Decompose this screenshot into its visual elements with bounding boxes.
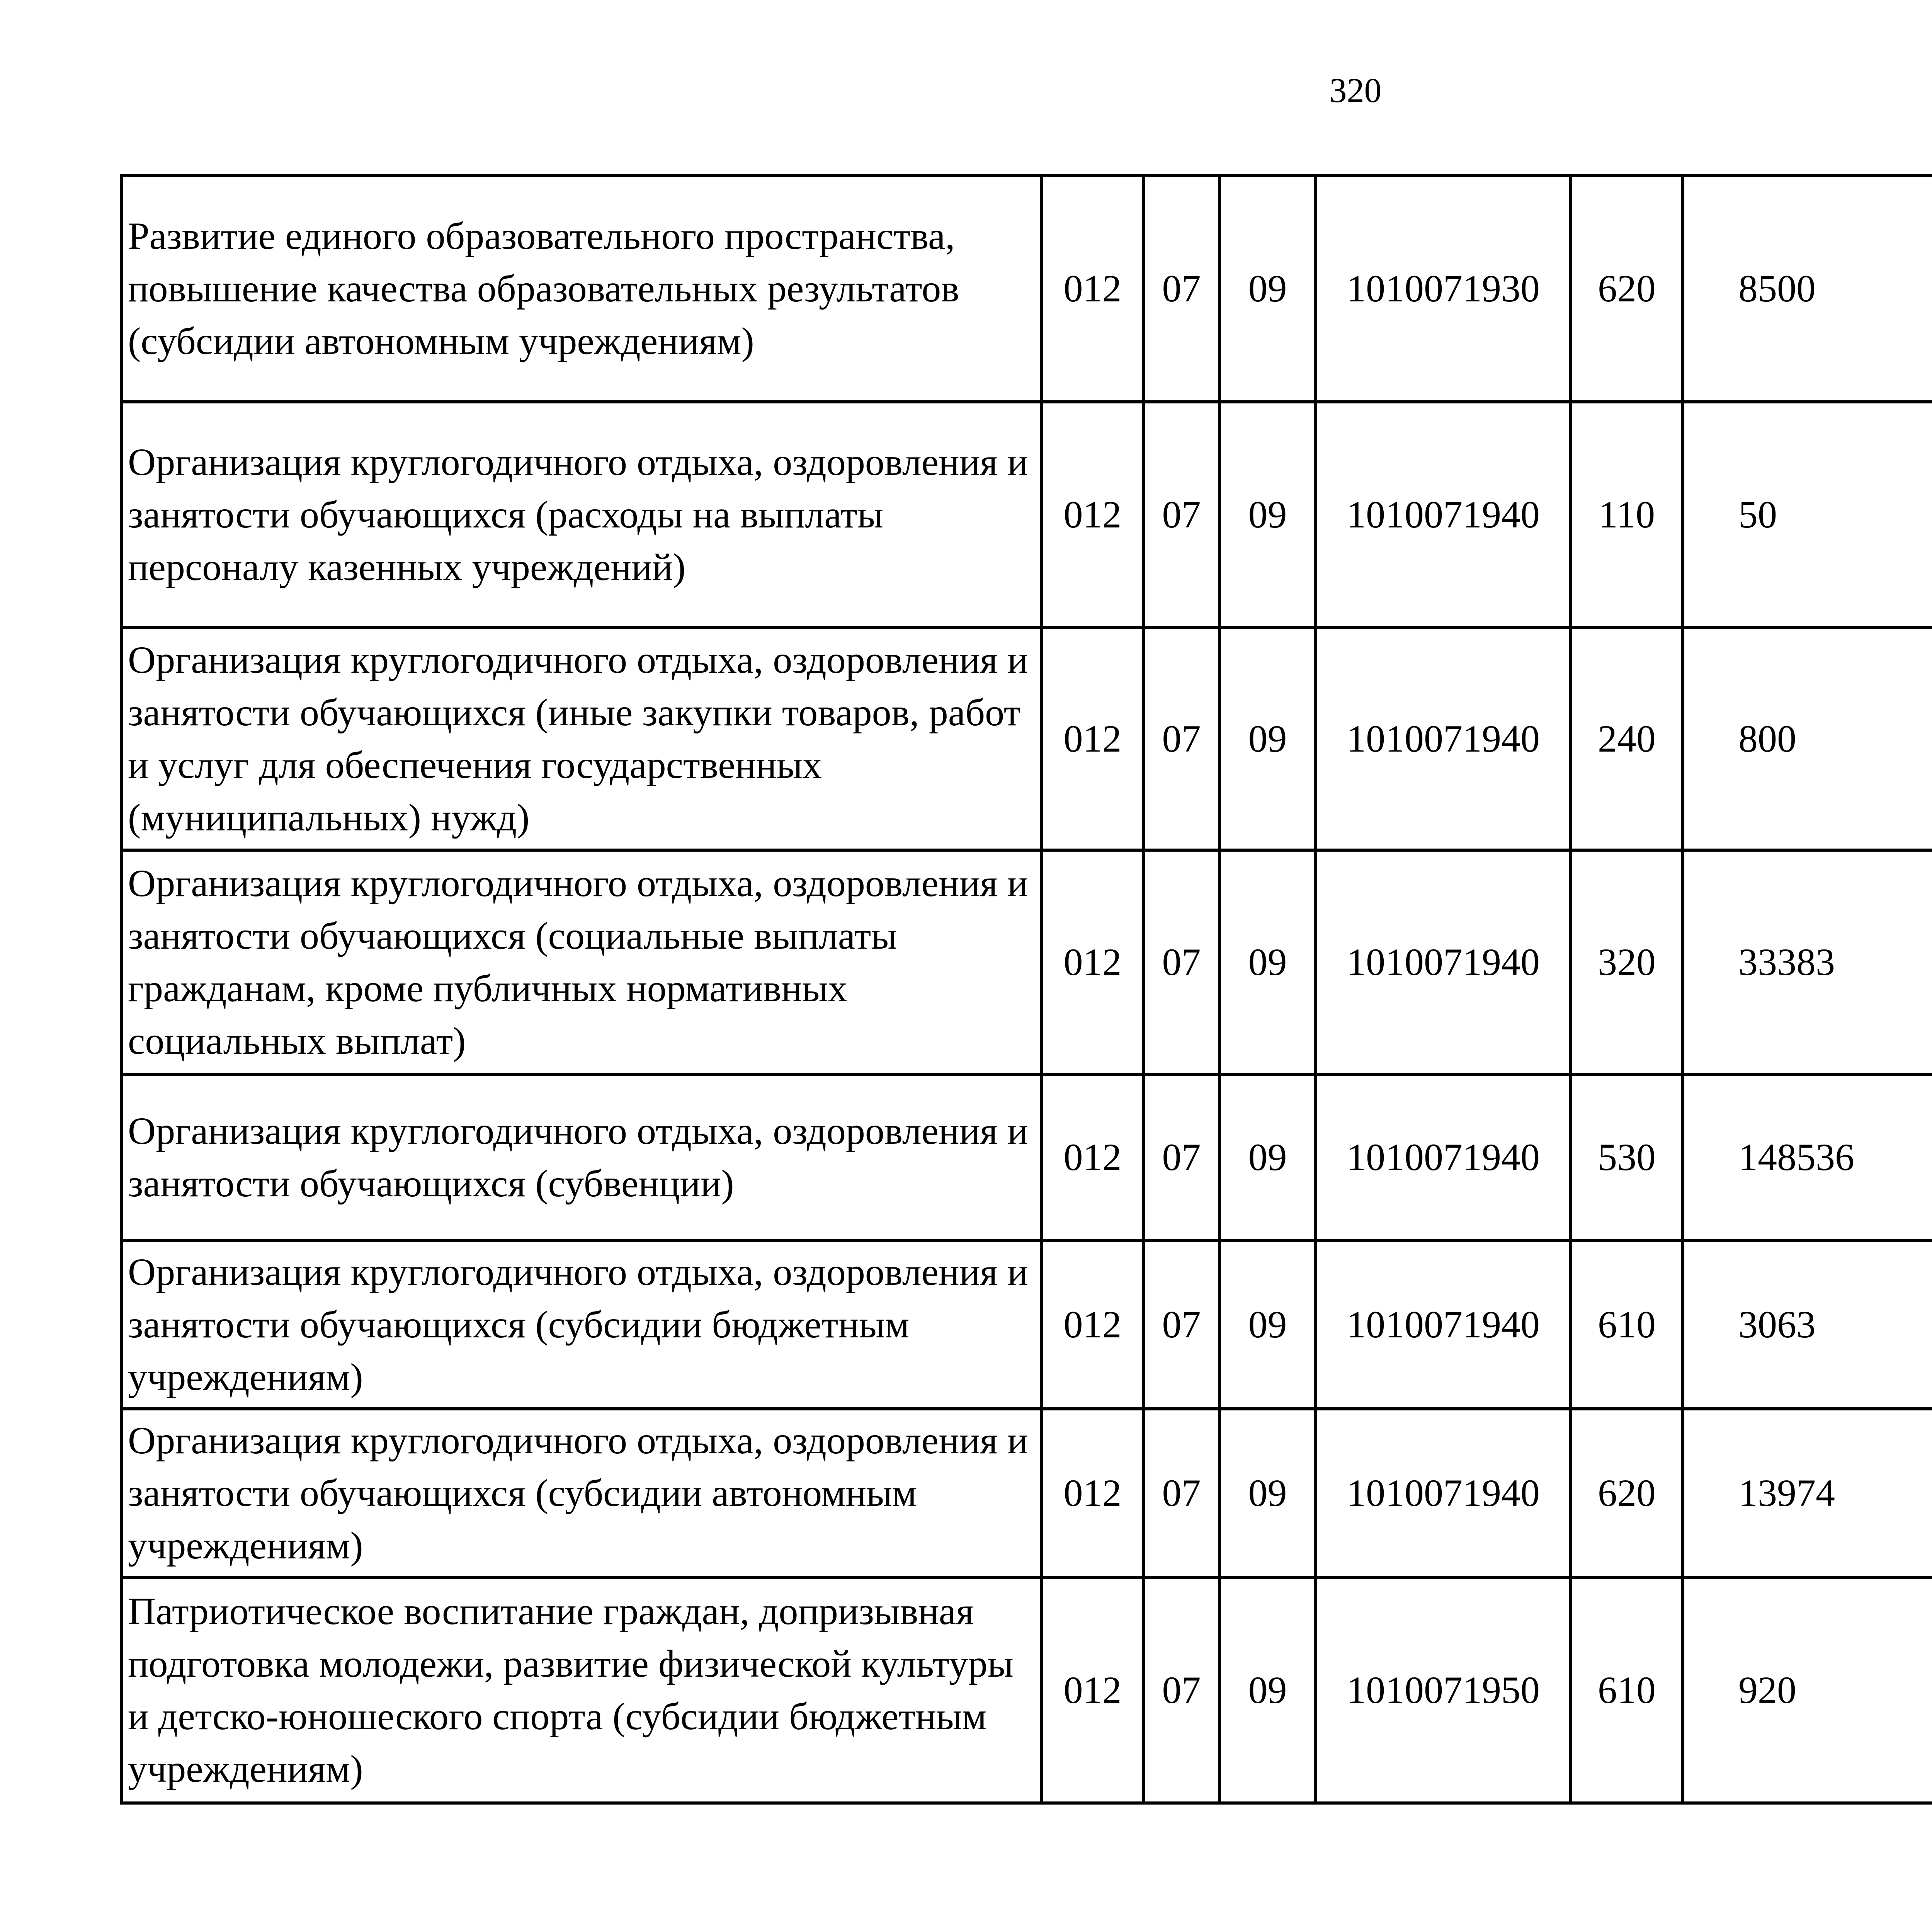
section-code: 07 [1143, 628, 1219, 850]
subsection-code: 09 [1219, 850, 1316, 1074]
amount-year-1: 33383 [1683, 850, 1932, 1074]
amount-year-1: 800 [1683, 628, 1932, 850]
expense-type-code: 610 [1571, 1240, 1683, 1409]
ministry-code: 012 [1042, 402, 1143, 628]
subsection-code: 09 [1219, 628, 1316, 850]
table-row [122, 402, 1932, 628]
target-article-code: 1010071940 [1316, 1409, 1571, 1577]
amount-year-1: 13974 [1683, 1409, 1932, 1577]
table-row [122, 1074, 1932, 1240]
table-row [122, 1577, 1932, 1803]
ministry-code: 012 [1042, 850, 1143, 1074]
target-article-code: 1010071930 [1316, 175, 1571, 402]
ministry-code: 012 [1042, 1074, 1143, 1240]
amount-year-1: 3063 [1683, 1240, 1932, 1409]
row-description: Организация круглогодичного отдыха, оздоровления и занятости обучающихся (иные закупки товаров, работ и услуг для обеспечения государственных (муниципальных) нужд) [122, 628, 1042, 850]
subsection-code: 09 [1219, 1074, 1316, 1240]
subsection-code: 09 [1219, 402, 1316, 628]
expense-type-code: 240 [1571, 628, 1683, 850]
target-article-code: 1010071950 [1316, 1577, 1571, 1803]
row-description: Организация круглогодичного отдыха, оздоровления и занятости обучающихся (субсидии автономным учреждениям) [122, 1409, 1042, 1577]
expense-type-code: 620 [1571, 175, 1683, 402]
target-article-code: 1010071940 [1316, 1240, 1571, 1409]
target-article-code: 1010071940 [1316, 1074, 1571, 1240]
expense-type-code: 110 [1571, 402, 1683, 628]
expense-type-code: 320 [1571, 850, 1683, 1074]
amount-year-1: 920 [1683, 1577, 1932, 1803]
amount-year-1: 8500 [1683, 175, 1932, 402]
ministry-code: 012 [1042, 1240, 1143, 1409]
table-row [122, 1240, 1932, 1409]
expense-type-code: 620 [1571, 1409, 1683, 1577]
subsection-code: 09 [1219, 175, 1316, 402]
subsection-code: 09 [1219, 1577, 1316, 1803]
page-number: 320 [1329, 71, 1382, 110]
ministry-code: 012 [1042, 1409, 1143, 1577]
section-code: 07 [1143, 1577, 1219, 1803]
section-code: 07 [1143, 850, 1219, 1074]
ministry-code: 012 [1042, 1577, 1143, 1803]
section-code: 07 [1143, 1240, 1219, 1409]
expense-type-code: 530 [1571, 1074, 1683, 1240]
table-row [122, 628, 1932, 850]
target-article-code: 1010071940 [1316, 628, 1571, 850]
section-code: 07 [1143, 402, 1219, 628]
row-description: Организация круглогодичного отдыха, оздоровления и занятости обучающихся (субсидии бюджетным учреждениям) [122, 1240, 1042, 1409]
table-row [122, 850, 1932, 1074]
amount-year-1: 148536 [1683, 1074, 1932, 1240]
row-description: Патриотическое воспитание граждан, допризывная подготовка молодежи, развитие физической культуры и детско-юношеского спорта (субсидии бюджетным учреждениям) [122, 1577, 1042, 1803]
target-article-code: 1010071940 [1316, 850, 1571, 1074]
row-description: Организация круглогодичного отдыха, оздоровления и занятости обучающихся (субвенции) [122, 1074, 1042, 1240]
expense-type-code: 610 [1571, 1577, 1683, 1803]
target-article-code: 1010071940 [1316, 402, 1571, 628]
table-row [122, 175, 1932, 402]
table-row [122, 1409, 1932, 1577]
row-description: Развитие единого образовательного пространства, повышение качества образовательных результатов (субсидии автономным учреждениям) [122, 175, 1042, 402]
ministry-code: 012 [1042, 628, 1143, 850]
budget-table [120, 174, 1932, 1805]
section-code: 07 [1143, 1074, 1219, 1240]
amount-year-1: 50 [1683, 402, 1932, 628]
ministry-code: 012 [1042, 175, 1143, 402]
subsection-code: 09 [1219, 1409, 1316, 1577]
section-code: 07 [1143, 1409, 1219, 1577]
row-description: Организация круглогодичного отдыха, оздоровления и занятости обучающихся (расходы на выплаты персоналу казенных учреждений) [122, 402, 1042, 628]
section-code: 07 [1143, 175, 1219, 402]
subsection-code: 09 [1219, 1240, 1316, 1409]
row-description: Организация круглогодичного отдыха, оздоровления и занятости обучающихся (социальные выплаты гражданам, кроме публичных нормативных социальных выплат) [122, 850, 1042, 1074]
